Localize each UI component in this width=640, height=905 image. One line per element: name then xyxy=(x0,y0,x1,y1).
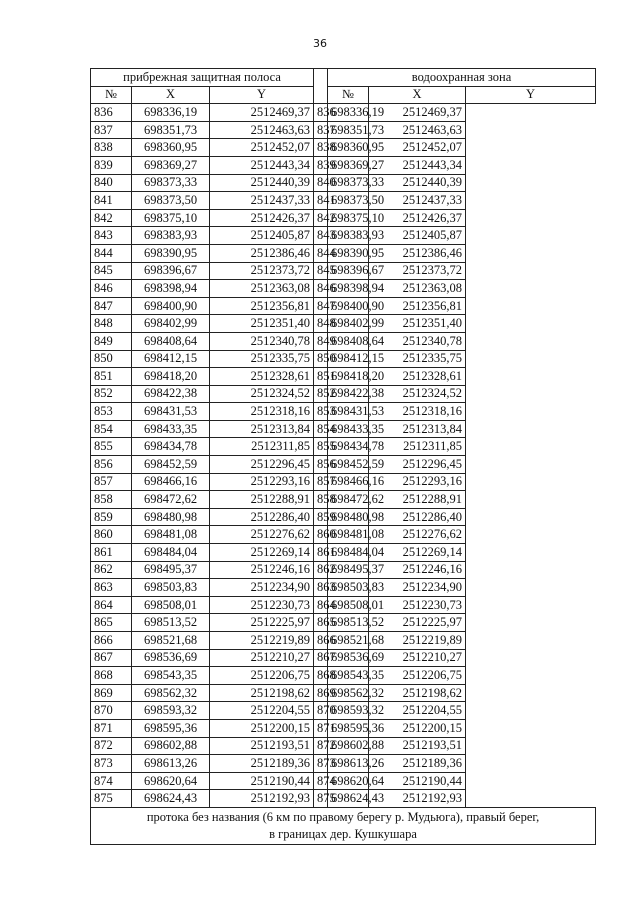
right-coord-x-cell: 698369,27 xyxy=(328,156,369,174)
right-point-number-cell: 841 xyxy=(314,192,328,210)
right-point-number-cell: 868 xyxy=(314,667,328,685)
left-point-number-cell: 845 xyxy=(91,262,132,280)
left-point-number-cell: 872 xyxy=(91,737,132,755)
right-coord-y-cell: 2512189,36 xyxy=(369,755,466,773)
right-coord-y-cell: 2512296,45 xyxy=(369,456,466,474)
left-coord-y-cell: 2512440,39 xyxy=(210,174,314,192)
left-coord-y-cell: 2512210,27 xyxy=(210,649,314,667)
table-row xyxy=(91,526,596,544)
right-coord-x-cell: 698484,04 xyxy=(328,544,369,562)
table-row xyxy=(91,332,596,350)
left-coord-x-cell: 698613,26 xyxy=(132,755,210,773)
left-coord-y-cell: 2512328,61 xyxy=(210,368,314,386)
left-coord-y-cell: 2512363,08 xyxy=(210,280,314,298)
table-row xyxy=(91,473,596,491)
right-coord-y-cell: 2512219,89 xyxy=(369,632,466,650)
table-row xyxy=(91,156,596,174)
left-coord-x-cell: 698369,27 xyxy=(132,156,210,174)
left-coord-y-cell: 2512246,16 xyxy=(210,561,314,579)
right-coord-x-cell: 698513,52 xyxy=(328,614,369,632)
column-header-row xyxy=(91,86,596,104)
footer-line-1: протока без названия (6 км по правому берегу р. Мудьюга), правый берег, xyxy=(146,809,540,824)
right-coord-x-cell: 698508,01 xyxy=(328,596,369,614)
left-coord-x-cell: 698422,38 xyxy=(132,385,210,403)
left-coord-y-cell: 2512437,33 xyxy=(210,192,314,210)
left-coord-x-cell: 698466,16 xyxy=(132,473,210,491)
left-coord-x-cell: 698433,35 xyxy=(132,420,210,438)
left-coord-x-cell: 698351,73 xyxy=(132,121,210,139)
table-row xyxy=(91,684,596,702)
right-point-number-cell: 844 xyxy=(314,244,328,262)
left-point-number-cell: 864 xyxy=(91,596,132,614)
left-coord-y-cell: 2512351,40 xyxy=(210,315,314,333)
header-right-group: водоохранная зона xyxy=(328,69,596,87)
right-coord-y-cell: 2512463,63 xyxy=(369,121,466,139)
table-row xyxy=(91,790,596,808)
left-point-number-cell: 850 xyxy=(91,350,132,368)
left-point-number-cell: 839 xyxy=(91,156,132,174)
right-coord-y-cell: 2512198,62 xyxy=(369,684,466,702)
right-point-number-cell: 861 xyxy=(314,544,328,562)
right-coord-x-cell: 698402,99 xyxy=(328,315,369,333)
table-row xyxy=(91,315,596,333)
left-coord-x-cell: 698543,35 xyxy=(132,667,210,685)
right-coord-x-cell: 698431,53 xyxy=(328,403,369,421)
right-coord-y-cell: 2512286,40 xyxy=(369,508,466,526)
left-coord-y-cell: 2512193,51 xyxy=(210,737,314,755)
left-coord-x-cell: 698508,01 xyxy=(132,596,210,614)
right-point-number-cell: 871 xyxy=(314,719,328,737)
left-coord-y-cell: 2512313,84 xyxy=(210,420,314,438)
left-coord-x-cell: 698418,20 xyxy=(132,368,210,386)
table-row xyxy=(91,174,596,192)
table-row xyxy=(91,420,596,438)
right-coord-x-cell: 698613,26 xyxy=(328,755,369,773)
table-row xyxy=(91,192,596,210)
right-point-number-cell: 856 xyxy=(314,456,328,474)
left-coord-y-cell: 2512443,34 xyxy=(210,156,314,174)
right-point-number-cell: 865 xyxy=(314,614,328,632)
left-coord-y-cell: 2512318,16 xyxy=(210,403,314,421)
right-coord-x-cell: 698433,35 xyxy=(328,420,369,438)
table-row xyxy=(91,491,596,509)
left-point-number-cell: 846 xyxy=(91,280,132,298)
table-row xyxy=(91,368,596,386)
right-coord-y-cell: 2512269,14 xyxy=(369,544,466,562)
header-left-num: № xyxy=(91,86,132,104)
left-point-number-cell: 858 xyxy=(91,491,132,509)
right-coord-x-cell: 698495,37 xyxy=(328,561,369,579)
right-coord-x-cell: 698351,73 xyxy=(328,121,369,139)
right-coord-y-cell: 2512335,75 xyxy=(369,350,466,368)
footer-line-2: в границах дер. Кушкушара xyxy=(269,826,417,841)
left-coord-x-cell: 698390,95 xyxy=(132,244,210,262)
table-row xyxy=(91,297,596,315)
left-coord-y-cell: 2512189,36 xyxy=(210,755,314,773)
right-coord-x-cell: 698595,36 xyxy=(328,719,369,737)
right-coord-y-cell: 2512437,33 xyxy=(369,192,466,210)
left-coord-y-cell: 2512340,78 xyxy=(210,332,314,350)
right-coord-x-cell: 698383,93 xyxy=(328,227,369,245)
right-coord-y-cell: 2512234,90 xyxy=(369,579,466,597)
left-coord-x-cell: 698431,53 xyxy=(132,403,210,421)
left-coord-x-cell: 698396,67 xyxy=(132,262,210,280)
right-point-number-cell: 870 xyxy=(314,702,328,720)
table-row xyxy=(91,385,596,403)
left-coord-x-cell: 698360,95 xyxy=(132,139,210,157)
footer-note xyxy=(91,807,596,844)
left-coord-y-cell: 2512219,89 xyxy=(210,632,314,650)
left-coord-x-cell: 698434,78 xyxy=(132,438,210,456)
left-point-number-cell: 853 xyxy=(91,403,132,421)
left-point-number-cell: 873 xyxy=(91,755,132,773)
right-point-number-cell: 859 xyxy=(314,508,328,526)
right-coord-y-cell: 2512193,51 xyxy=(369,737,466,755)
left-coord-x-cell: 698595,36 xyxy=(132,719,210,737)
left-point-number-cell: 851 xyxy=(91,368,132,386)
right-point-number-cell: 858 xyxy=(314,491,328,509)
right-point-number-cell: 852 xyxy=(314,385,328,403)
table-row xyxy=(91,508,596,526)
right-coord-y-cell: 2512311,85 xyxy=(369,438,466,456)
left-coord-x-cell: 698375,10 xyxy=(132,209,210,227)
right-coord-x-cell: 698472,62 xyxy=(328,491,369,509)
right-point-number-cell: 860 xyxy=(314,526,328,544)
left-coord-y-cell: 2512234,90 xyxy=(210,579,314,597)
right-point-number-cell: 848 xyxy=(314,315,328,333)
left-point-number-cell: 861 xyxy=(91,544,132,562)
left-point-number-cell: 868 xyxy=(91,667,132,685)
right-coord-y-cell: 2512225,97 xyxy=(369,614,466,632)
left-point-number-cell: 862 xyxy=(91,561,132,579)
left-point-number-cell: 870 xyxy=(91,702,132,720)
right-point-number-cell: 849 xyxy=(314,332,328,350)
right-coord-y-cell: 2512340,78 xyxy=(369,332,466,350)
right-point-number-cell: 867 xyxy=(314,649,328,667)
table-row xyxy=(91,262,596,280)
right-coord-y-cell: 2512443,34 xyxy=(369,156,466,174)
table-row xyxy=(91,121,596,139)
right-coord-y-cell: 2512276,62 xyxy=(369,526,466,544)
right-coord-y-cell: 2512440,39 xyxy=(369,174,466,192)
header-right-num: № xyxy=(328,86,369,104)
right-coord-x-cell: 698373,33 xyxy=(328,174,369,192)
table-row xyxy=(91,456,596,474)
left-coord-x-cell: 698562,32 xyxy=(132,684,210,702)
right-point-number-cell: 837 xyxy=(314,121,328,139)
table-row xyxy=(91,596,596,614)
right-point-number-cell: 874 xyxy=(314,772,328,790)
left-coord-x-cell: 698602,88 xyxy=(132,737,210,755)
table-row xyxy=(91,667,596,685)
right-coord-y-cell: 2512452,07 xyxy=(369,139,466,157)
coordinates-table xyxy=(90,68,596,845)
left-coord-y-cell: 2512426,37 xyxy=(210,209,314,227)
left-coord-y-cell: 2512386,46 xyxy=(210,244,314,262)
left-point-number-cell: 867 xyxy=(91,649,132,667)
left-coord-x-cell: 698593,32 xyxy=(132,702,210,720)
left-coord-y-cell: 2512452,07 xyxy=(210,139,314,157)
left-point-number-cell: 836 xyxy=(91,104,132,122)
table-row xyxy=(91,104,596,122)
left-point-number-cell: 869 xyxy=(91,684,132,702)
left-coord-y-cell: 2512225,97 xyxy=(210,614,314,632)
right-point-number-cell: 845 xyxy=(314,262,328,280)
right-coord-y-cell: 2512328,61 xyxy=(369,368,466,386)
left-coord-y-cell: 2512335,75 xyxy=(210,350,314,368)
right-coord-y-cell: 2512351,40 xyxy=(369,315,466,333)
right-coord-y-cell: 2512373,72 xyxy=(369,262,466,280)
left-coord-x-cell: 698620,64 xyxy=(132,772,210,790)
left-coord-x-cell: 698398,94 xyxy=(132,280,210,298)
table-row xyxy=(91,632,596,650)
right-coord-x-cell: 698412,15 xyxy=(328,350,369,368)
table-row xyxy=(91,772,596,790)
right-coord-x-cell: 698521,68 xyxy=(328,632,369,650)
left-coord-y-cell: 2512373,72 xyxy=(210,262,314,280)
left-coord-x-cell: 698336,19 xyxy=(132,104,210,122)
left-point-number-cell: 842 xyxy=(91,209,132,227)
left-coord-x-cell: 698452,59 xyxy=(132,456,210,474)
right-point-number-cell: 863 xyxy=(314,579,328,597)
left-coord-x-cell: 698402,99 xyxy=(132,315,210,333)
right-coord-x-cell: 698536,69 xyxy=(328,649,369,667)
left-coord-x-cell: 698521,68 xyxy=(132,632,210,650)
header-left-y: Y xyxy=(210,86,314,104)
right-point-number-cell: 853 xyxy=(314,403,328,421)
left-point-number-cell: 840 xyxy=(91,174,132,192)
left-point-number-cell: 865 xyxy=(91,614,132,632)
left-coord-x-cell: 698503,83 xyxy=(132,579,210,597)
right-point-number-cell: 855 xyxy=(314,438,328,456)
column-separator xyxy=(314,69,328,104)
left-coord-x-cell: 698495,37 xyxy=(132,561,210,579)
right-coord-x-cell: 698400,90 xyxy=(328,297,369,315)
left-coord-y-cell: 2512269,14 xyxy=(210,544,314,562)
right-coord-y-cell: 2512356,81 xyxy=(369,297,466,315)
left-coord-y-cell: 2512198,62 xyxy=(210,684,314,702)
header-right-y: Y xyxy=(466,86,596,104)
left-coord-x-cell: 698373,50 xyxy=(132,192,210,210)
table-row xyxy=(91,139,596,157)
left-point-number-cell: 843 xyxy=(91,227,132,245)
right-coord-x-cell: 698422,38 xyxy=(328,385,369,403)
right-coord-x-cell: 698466,16 xyxy=(328,473,369,491)
left-point-number-cell: 849 xyxy=(91,332,132,350)
page-number: 36 xyxy=(313,37,327,50)
left-coord-x-cell: 698373,33 xyxy=(132,174,210,192)
left-point-number-cell: 857 xyxy=(91,473,132,491)
right-coord-y-cell: 2512210,27 xyxy=(369,649,466,667)
left-coord-y-cell: 2512311,85 xyxy=(210,438,314,456)
left-coord-x-cell: 698472,62 xyxy=(132,491,210,509)
table-row xyxy=(91,544,596,562)
left-coord-y-cell: 2512286,40 xyxy=(210,508,314,526)
left-coord-y-cell: 2512288,91 xyxy=(210,491,314,509)
right-coord-y-cell: 2512426,37 xyxy=(369,209,466,227)
header-left-x: X xyxy=(132,86,210,104)
right-coord-x-cell: 698398,94 xyxy=(328,280,369,298)
table-row xyxy=(91,403,596,421)
left-point-number-cell: 860 xyxy=(91,526,132,544)
right-coord-x-cell: 698593,32 xyxy=(328,702,369,720)
right-coord-x-cell: 698503,83 xyxy=(328,579,369,597)
left-coord-y-cell: 2512405,87 xyxy=(210,227,314,245)
left-point-number-cell: 838 xyxy=(91,139,132,157)
table-row xyxy=(91,280,596,298)
table-row xyxy=(91,350,596,368)
right-point-number-cell: 843 xyxy=(314,227,328,245)
right-point-number-cell: 838 xyxy=(314,139,328,157)
right-point-number-cell: 851 xyxy=(314,368,328,386)
right-coord-y-cell: 2512386,46 xyxy=(369,244,466,262)
table-row xyxy=(91,227,596,245)
right-coord-y-cell: 2512206,75 xyxy=(369,667,466,685)
left-point-number-cell: 866 xyxy=(91,632,132,650)
right-coord-x-cell: 698336,19 xyxy=(328,104,369,122)
left-point-number-cell: 855 xyxy=(91,438,132,456)
table-row xyxy=(91,614,596,632)
right-coord-x-cell: 698390,95 xyxy=(328,244,369,262)
table-row xyxy=(91,579,596,597)
left-coord-x-cell: 698513,52 xyxy=(132,614,210,632)
left-coord-y-cell: 2512192,93 xyxy=(210,790,314,808)
right-point-number-cell: 847 xyxy=(314,297,328,315)
left-coord-x-cell: 698481,08 xyxy=(132,526,210,544)
left-point-number-cell: 847 xyxy=(91,297,132,315)
right-coord-x-cell: 698562,32 xyxy=(328,684,369,702)
table-row xyxy=(91,702,596,720)
right-coord-x-cell: 698434,78 xyxy=(328,438,369,456)
left-coord-y-cell: 2512204,55 xyxy=(210,702,314,720)
table-row xyxy=(91,755,596,773)
right-point-number-cell: 875 xyxy=(314,790,328,808)
right-coord-y-cell: 2512192,93 xyxy=(369,790,466,808)
right-coord-x-cell: 698418,20 xyxy=(328,368,369,386)
right-coord-y-cell: 2512318,16 xyxy=(369,403,466,421)
left-point-number-cell: 841 xyxy=(91,192,132,210)
table-row xyxy=(91,737,596,755)
left-point-number-cell: 859 xyxy=(91,508,132,526)
left-coord-y-cell: 2512324,52 xyxy=(210,385,314,403)
right-coord-y-cell: 2512288,91 xyxy=(369,491,466,509)
left-point-number-cell: 875 xyxy=(91,790,132,808)
header-right-x: X xyxy=(369,86,466,104)
table-row xyxy=(91,561,596,579)
right-coord-y-cell: 2512200,15 xyxy=(369,719,466,737)
left-coord-x-cell: 698412,15 xyxy=(132,350,210,368)
left-coord-y-cell: 2512293,16 xyxy=(210,473,314,491)
left-point-number-cell: 871 xyxy=(91,719,132,737)
right-coord-y-cell: 2512469,37 xyxy=(369,104,466,122)
right-point-number-cell: 850 xyxy=(314,350,328,368)
right-point-number-cell: 864 xyxy=(314,596,328,614)
left-coord-x-cell: 698624,43 xyxy=(132,790,210,808)
right-point-number-cell: 846 xyxy=(314,280,328,298)
right-coord-x-cell: 698408,64 xyxy=(328,332,369,350)
left-coord-y-cell: 2512463,63 xyxy=(210,121,314,139)
right-point-number-cell: 869 xyxy=(314,684,328,702)
left-coord-x-cell: 698484,04 xyxy=(132,544,210,562)
left-point-number-cell: 844 xyxy=(91,244,132,262)
left-coord-y-cell: 2512206,75 xyxy=(210,667,314,685)
right-coord-x-cell: 698452,59 xyxy=(328,456,369,474)
table-row xyxy=(91,244,596,262)
left-point-number-cell: 874 xyxy=(91,772,132,790)
left-coord-y-cell: 2512296,45 xyxy=(210,456,314,474)
left-point-number-cell: 852 xyxy=(91,385,132,403)
right-coord-y-cell: 2512363,08 xyxy=(369,280,466,298)
right-point-number-cell: 840 xyxy=(314,174,328,192)
table-row xyxy=(91,209,596,227)
left-point-number-cell: 848 xyxy=(91,315,132,333)
right-point-number-cell: 857 xyxy=(314,473,328,491)
right-coord-x-cell: 698396,67 xyxy=(328,262,369,280)
left-coord-x-cell: 698536,69 xyxy=(132,649,210,667)
left-coord-y-cell: 2512469,37 xyxy=(210,104,314,122)
right-coord-x-cell: 698620,64 xyxy=(328,772,369,790)
left-coord-x-cell: 698400,90 xyxy=(132,297,210,315)
right-point-number-cell: 866 xyxy=(314,632,328,650)
right-point-number-cell: 872 xyxy=(314,737,328,755)
right-coord-y-cell: 2512204,55 xyxy=(369,702,466,720)
left-coord-x-cell: 698408,64 xyxy=(132,332,210,350)
table-row xyxy=(91,438,596,456)
right-coord-x-cell: 698360,95 xyxy=(328,139,369,157)
right-point-number-cell: 836 xyxy=(314,104,328,122)
right-point-number-cell: 873 xyxy=(314,755,328,773)
left-coord-y-cell: 2512230,73 xyxy=(210,596,314,614)
right-coord-y-cell: 2512405,87 xyxy=(369,227,466,245)
right-coord-y-cell: 2512246,16 xyxy=(369,561,466,579)
group-header-row xyxy=(91,69,596,87)
right-coord-x-cell: 698373,50 xyxy=(328,192,369,210)
left-coord-y-cell: 2512356,81 xyxy=(210,297,314,315)
right-coord-x-cell: 698624,43 xyxy=(328,790,369,808)
right-coord-x-cell: 698480,98 xyxy=(328,508,369,526)
right-coord-y-cell: 2512324,52 xyxy=(369,385,466,403)
footer-row xyxy=(91,807,596,844)
header-left-group: прибрежная защитная полоса xyxy=(91,69,314,87)
right-coord-y-cell: 2512293,16 xyxy=(369,473,466,491)
table-row xyxy=(91,649,596,667)
left-coord-y-cell: 2512200,15 xyxy=(210,719,314,737)
right-coord-x-cell: 698602,88 xyxy=(328,737,369,755)
right-coord-y-cell: 2512313,84 xyxy=(369,420,466,438)
right-coord-x-cell: 698481,08 xyxy=(328,526,369,544)
left-coord-x-cell: 698383,93 xyxy=(132,227,210,245)
right-point-number-cell: 839 xyxy=(314,156,328,174)
right-coord-x-cell: 698543,35 xyxy=(328,667,369,685)
left-point-number-cell: 854 xyxy=(91,420,132,438)
right-point-number-cell: 862 xyxy=(314,561,328,579)
left-coord-x-cell: 698480,98 xyxy=(132,508,210,526)
left-coord-y-cell: 2512276,62 xyxy=(210,526,314,544)
left-coord-y-cell: 2512190,44 xyxy=(210,772,314,790)
left-point-number-cell: 863 xyxy=(91,579,132,597)
right-coord-y-cell: 2512190,44 xyxy=(369,772,466,790)
right-point-number-cell: 842 xyxy=(314,209,328,227)
table-row xyxy=(91,719,596,737)
right-coord-y-cell: 2512230,73 xyxy=(369,596,466,614)
left-point-number-cell: 837 xyxy=(91,121,132,139)
left-point-number-cell: 856 xyxy=(91,456,132,474)
right-coord-x-cell: 698375,10 xyxy=(328,209,369,227)
right-point-number-cell: 854 xyxy=(314,420,328,438)
